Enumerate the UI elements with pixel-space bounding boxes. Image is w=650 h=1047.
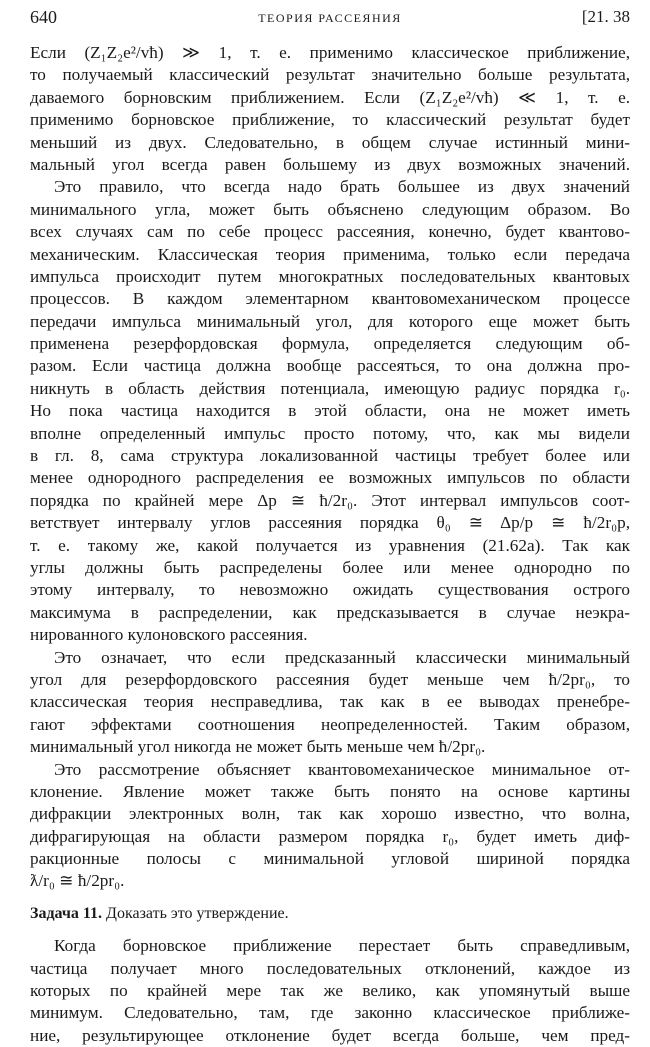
text-line: гают эффектами соотношения неопределенностей. Таким образом, [30, 714, 630, 734]
text-line: никнуть в область действия потенциала, имеющую радиус порядка r₀. [30, 378, 630, 398]
text-line: Но пока частица находится в этой области, она не может иметь [30, 401, 630, 421]
text-line: импульса происходит путем многократных последовательных квантовых [30, 266, 630, 286]
paragraph [30, 647, 630, 759]
text-line: механическим. Классическая теория применима, только если передача [30, 244, 630, 264]
text-line: дифракции электронных волн, так как хорошо известно, что волна, [30, 804, 630, 824]
text-line: этому интервалу, то невозможно ожидать существования острого [30, 580, 630, 600]
paragraph [30, 935, 630, 1047]
text-line: минимального угла, может быть объяснено следующим образом. Во [30, 199, 630, 219]
text-line: углы должны быть распределены более или менее однородно по [30, 557, 630, 577]
text-line: минимум. Следовательно, там, где законно классическое приближе- [30, 1003, 630, 1023]
text-line: Когда борновское приближение перестает быть справедливым, [54, 936, 630, 956]
body-text [30, 42, 630, 1047]
running-head [30, 6, 630, 28]
text-line: т. е. такому же, какой получается из уравнения (21.62a). Так как [30, 535, 630, 555]
page-number: 640 [30, 7, 57, 27]
text-line: мальный угол всегда равен большему из двух возможных значений. [30, 154, 630, 174]
problem-statement [30, 903, 630, 925]
text-line: меньший из двух. Следовательно, в общем случае истинный мини- [30, 132, 630, 152]
paragraph [30, 176, 630, 646]
problem-label: Задача 11. [30, 904, 103, 922]
text-line: классическая теория несправедлива, так как в ее выводах пренебре- [30, 692, 630, 712]
text-line: которых по крайней мере так же велико, как упомянутый выше [30, 981, 630, 1001]
text-line: даваемого борновским приближением. Если (Z₁Z₂e²/vħ) ≪ 1, т. е. [30, 87, 630, 107]
text-line: разом. Если частица должна вообще рассеяться, то она должна про- [30, 356, 630, 376]
text-line: угол для резерфордовского рассеяния будет меньше чем ħ/2pr₀, то [30, 669, 630, 689]
text-line: максимума в распределении, как предсказывается в случае неэкра- [30, 602, 630, 622]
text-line: минимальный угол никогда не может быть меньше чем ħ/2pr₀. [30, 737, 486, 757]
text-line: ветствует интервалу углов рассеяния порядка θ₀ ≅ Δp/p ≅ ħ/2r₀p, [30, 513, 630, 533]
text-line: ние, результирующее отклонение будет всегда больше, чем пред- [30, 1025, 630, 1045]
text-line: всех случаях сам по себе процесс рассеяния, конечно, будет квантово- [30, 222, 630, 242]
running-title: ТЕОРИЯ РАССЕЯНИЯ [258, 11, 402, 25]
text-line: дифрагирующая на области размером порядка r₀, будет иметь диф- [30, 826, 630, 846]
text-line: частица получает много последовательных отклонений, каждое из [30, 958, 630, 978]
text-line: применена резерфордовская формула, определяется следующим об- [30, 334, 630, 354]
text-line: нированного кулоновского рассеяния. [30, 625, 308, 645]
text-line: Если (Z₁Z₂e²/vħ) ≫ 1, т. е. применимо классическое приближение, [30, 43, 630, 62]
paragraph [30, 759, 630, 893]
text-line: процессов. В каждом элементарном квантовомеханическом процессе [30, 289, 630, 309]
text-line: ƛ/r₀ ≅ ħ/2pr₀. [30, 871, 125, 891]
problem-text: Доказать это утверждение. [106, 904, 289, 922]
text-line: Это рассмотрение объясняет квантовомеханическое минимальное от- [54, 759, 630, 779]
text-line: то получаемый классический результат значительно больше результата, [30, 65, 630, 85]
section-number: [21. 38 [581, 7, 630, 26]
text-line: применимо борновское приближение, то классический результат будет [30, 110, 630, 130]
text-line: менее однородного распределения ее возможных импульсов по области [30, 468, 630, 488]
text-line: порядка по крайней мере Δp ≅ ħ/2r₀. Этот интервал импульсов соот- [30, 490, 630, 510]
problem-line [30, 903, 630, 925]
text-line: передачи импульса минимальный угол, для которого еще может быть [30, 311, 630, 331]
text-line: Это правило, что всегда надо брать большее из двух значений [54, 177, 630, 197]
text-line: клонение. Явление может также быть понято на основе картины [30, 781, 630, 801]
paragraph [30, 42, 630, 176]
text-line: в гл. 8, сама структура локализованной частицы требует более или [30, 446, 630, 466]
text-line: ракционные полосы с минимальной угловой шириной порядка [30, 849, 630, 869]
text-line: вполне определенный импульс просто потому, что, как мы видели [30, 423, 630, 443]
text-line: Это означает, что если предсказанный классически минимальный [54, 647, 630, 667]
